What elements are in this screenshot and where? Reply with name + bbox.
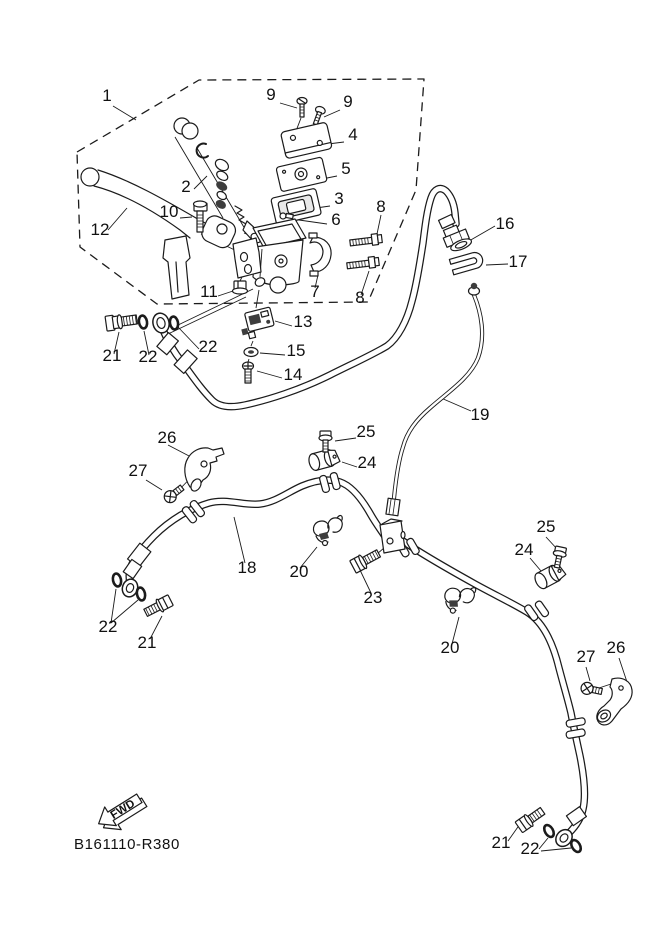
callout-8b: 8 (355, 288, 365, 307)
washer-22-upper-right (169, 316, 179, 330)
callout-numbers (91, 85, 626, 858)
callout-16: 16 (495, 214, 515, 233)
brake-switch-13 (238, 307, 276, 340)
junction-bolt-23 (349, 547, 382, 574)
callout-20a: 20 (289, 562, 309, 581)
cylinder-clamp-7 (309, 233, 331, 276)
washer-22-bottom-a (542, 823, 555, 838)
reservoir-cap-screws-9 (297, 98, 326, 127)
callout-8a: 8 (376, 197, 386, 216)
callout-21b: 21 (137, 633, 157, 652)
reservoir-float-6 (280, 213, 293, 219)
callout-22b: 22 (198, 337, 218, 356)
callout-4: 4 (348, 125, 358, 144)
callout-22c: 22 (98, 617, 118, 636)
hose-eye-upper (151, 311, 172, 334)
callout-15: 15 (286, 341, 306, 360)
callout-2: 2 (181, 177, 191, 196)
union-bolt-21-lower-left (142, 594, 173, 619)
callout-14: 14 (283, 365, 303, 384)
callout-6: 6 (331, 210, 341, 229)
switch-screw-14 (243, 362, 254, 383)
hose-junction-block (380, 519, 405, 553)
union-bolt-21-bottom (515, 805, 547, 833)
callout-7: 7 (310, 282, 320, 301)
callout-5: 5 (341, 159, 351, 178)
clamp-bolts-8 (346, 233, 382, 271)
callout-18: 18 (237, 558, 257, 577)
callout-22a: 22 (138, 347, 158, 366)
hose-bracket-26-lower-right (595, 678, 632, 725)
hose-clamp-20-lower (441, 581, 476, 617)
callout-26b: 26 (606, 638, 626, 657)
reservoir-cap-4 (280, 122, 332, 159)
callout-20b: 20 (440, 638, 460, 657)
callout-12: 12 (90, 220, 110, 239)
switch-washer-15 (244, 348, 258, 357)
washer-22-bottom-b (569, 838, 582, 853)
union-bolt-21-upper (105, 312, 138, 331)
callout-26a: 26 (157, 428, 177, 447)
callout-24b: 24 (514, 540, 534, 559)
callout-3: 3 (334, 189, 344, 208)
retaining-clip-17 (449, 251, 484, 275)
callout-25a: 25 (356, 422, 376, 441)
brake-pipe-19 (386, 283, 482, 516)
callout-9b: 9 (343, 92, 353, 111)
callout-13: 13 (293, 312, 313, 331)
pivot-nut-11 (233, 281, 248, 294)
grommet-24-right (533, 562, 567, 591)
bracket-screw-27-lower-right (580, 681, 603, 697)
callout-25b: 25 (536, 517, 556, 536)
clamp-screw-25-middle (319, 431, 332, 452)
callout-24a: 24 (357, 453, 377, 472)
callout-21a: 21 (102, 346, 122, 365)
fwd-direction-arrow (93, 788, 150, 838)
callout-17: 17 (508, 252, 528, 271)
callout-11: 11 (200, 282, 218, 301)
callout-22d: 22 (520, 839, 540, 858)
callout-27a: 27 (128, 461, 148, 480)
callout-19: 19 (470, 405, 490, 424)
washer-22-upper-left (138, 315, 148, 329)
callout-21c: 21 (491, 833, 511, 852)
hose-clamp-20-upper (313, 516, 342, 546)
callout-1: 1 (102, 86, 112, 105)
callout-10: 10 (159, 202, 179, 221)
diaphragm-plate-5 (276, 157, 327, 192)
washer-22-lower-left-b (136, 587, 147, 601)
washer-22-lower-left-a (112, 573, 123, 587)
fwd-marker-label: FWD (108, 797, 138, 822)
callout-27b: 27 (576, 647, 596, 666)
callout-9a: 9 (266, 85, 276, 104)
diaphragm-3 (271, 188, 322, 225)
callout-23: 23 (363, 588, 383, 607)
diagram-code: B161110-R380 (74, 836, 180, 853)
hose-bracket-26-left (185, 448, 224, 493)
